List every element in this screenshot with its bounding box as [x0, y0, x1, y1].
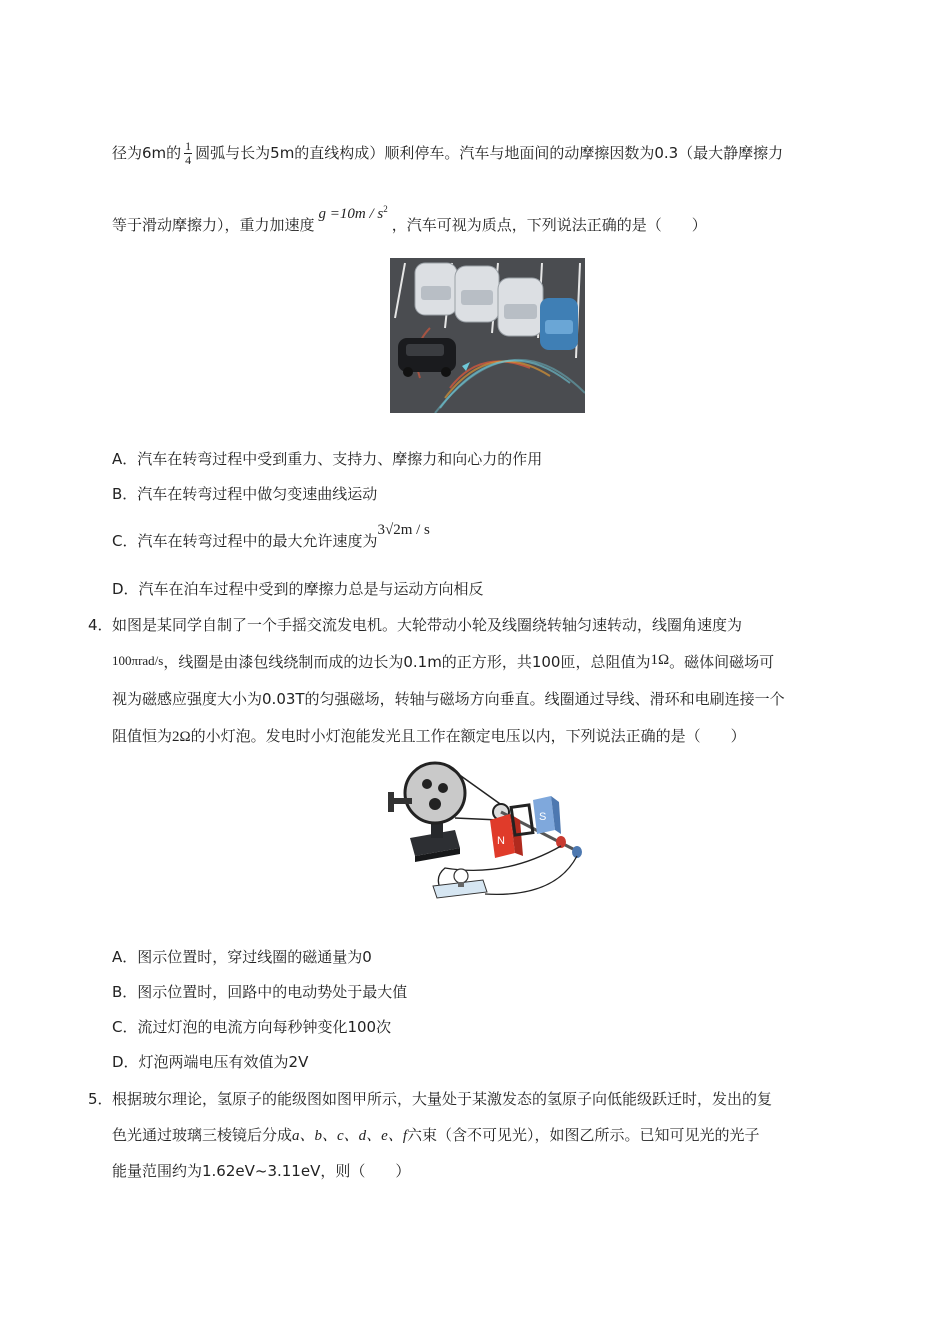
generator-figure: [385, 758, 595, 906]
q3-option-a: A．汽车在转弯过程中受到重力、支持力、摩擦力和向心力的作用: [112, 450, 543, 468]
q3-text: 径为6m的: [112, 144, 182, 162]
angular-velocity: 100πrad/s: [112, 653, 164, 668]
q4-option-c: C．流过灯泡的电流方向每秒钟变化100次: [112, 1018, 392, 1036]
q4-option-d: D．灯泡两端电压有效值为2V: [112, 1053, 309, 1071]
generator-illustration: [385, 758, 595, 906]
q3-line-2: 等于滑动摩擦力），重力加速度$g =10m / s^2$，汽车可视为质点，下列说法正确的是（ ）: [112, 204, 707, 234]
beam-letters: a、b、c、d、e、f: [292, 1128, 407, 1144]
magnet-n-label: N: [497, 835, 505, 847]
q4-line-3: 视为磁感应强度大小为0.03T的匀强磁场，转轴与磁场方向垂直。线圈通过导线、滑环和电刷连接一个: [112, 690, 785, 708]
q5-number: 5．: [88, 1090, 113, 1108]
coil-resistance: 1Ω: [650, 652, 670, 668]
q4-line-2: 100πrad/s，线圈是由漆包线绕制而成的边长为0.1m的正方形，共100匝，总阻值为1Ω。磁体间磁场可: [112, 652, 775, 671]
q4-number: 4．: [88, 616, 113, 634]
parking-figure: [390, 258, 585, 413]
magnet-s-label: S: [539, 811, 547, 823]
q3-option-b: B．汽车在转弯过程中做匀变速曲线运动: [112, 485, 378, 503]
gravity-formula: $g =10m / s^2$: [318, 204, 388, 222]
q3-text: 圆弧与长为5m的直线构成）顺利停车。汽车与地面间的动摩擦因数为0.3（最大静摩擦力: [195, 144, 784, 162]
q4-option-b: B．图示位置时，回路中的电动势处于最大值: [112, 983, 408, 1001]
q3-line-1: [112, 140, 783, 167]
q5-line-1: 根据玻尔理论，氢原子的能级图如图甲所示，大量处于某激发态的氢原子向低能级跃迁时，发出的复: [112, 1090, 773, 1108]
bulb-resistance: 2Ω: [172, 729, 191, 745]
q4-line-1: 如图是某同学自制了一个手摇交流发电机。大轮带动小轮及线圈绕转轴匀速转动，线圈角速度为: [112, 616, 743, 634]
q5-line-2: 色光通过玻璃三棱镜后分成a、b、c、d、e、f六束（含不可见光），如图乙所示。已知可见光的光子: [112, 1126, 760, 1144]
q5-line-3: 能量范围约为1.62eV~3.11eV，则（ ）: [112, 1162, 411, 1180]
q3-option-c: C．汽车在转弯过程中的最大允许速度为3√2m / s: [112, 522, 430, 550]
max-speed-formula: 3√2m / s: [377, 522, 430, 538]
parking-illustration: [390, 258, 585, 413]
q3-option-d: D．汽车在泊车过程中受到的摩擦力总是与运动方向相反: [112, 580, 484, 598]
q4-option-a: A．图示位置时，穿过线圈的磁通量为0: [112, 948, 372, 966]
quarter-fraction: $\frac{1}{4}$: [185, 139, 192, 167]
q4-line-4: 阻值恒为2Ω的小灯泡。发电时小灯泡能发光且工作在额定电压以内，下列说法正确的是（ ）: [112, 727, 746, 745]
